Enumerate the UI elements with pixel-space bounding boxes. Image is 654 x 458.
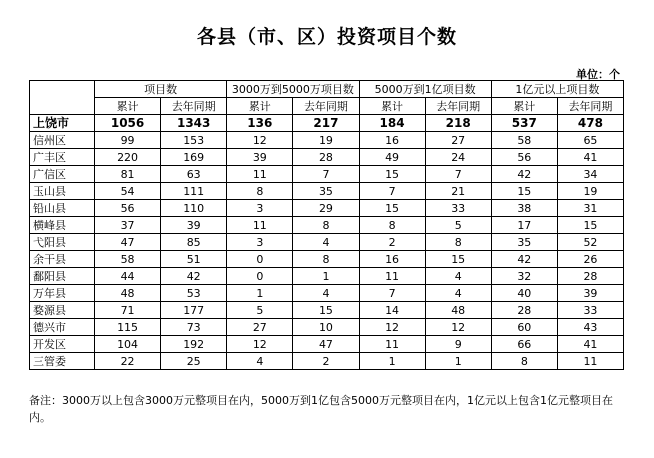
- table-cell: 85: [161, 234, 227, 251]
- table-cell: 42: [161, 268, 227, 285]
- table-cell: 0: [227, 268, 293, 285]
- table-cell: 56: [491, 149, 557, 166]
- page-title: 各县（市、区）投资项目个数: [196, 26, 457, 48]
- table-cell: 35: [491, 234, 557, 251]
- region-name: 广信区: [30, 166, 95, 183]
- table-cell: 42: [491, 166, 557, 183]
- region-name: 弋阳县: [30, 234, 95, 251]
- table-cell: 0: [227, 251, 293, 268]
- table-cell: 8: [293, 217, 359, 234]
- total-cell: 218: [425, 115, 491, 132]
- table-cell: 65: [557, 132, 623, 149]
- table-cell: 37: [95, 217, 161, 234]
- header-sub: 去年同期: [425, 98, 491, 115]
- region-name: 开发区: [30, 336, 95, 353]
- table-cell: 4: [293, 285, 359, 302]
- region-name: 鄱阳县: [30, 268, 95, 285]
- table-cell: 40: [491, 285, 557, 302]
- table-cell: 4: [425, 285, 491, 302]
- table-row: [30, 302, 624, 319]
- header-sub: 累计: [359, 98, 425, 115]
- table-row: [30, 268, 624, 285]
- table-row: [30, 149, 624, 166]
- table-cell: 3: [227, 234, 293, 251]
- table-cell: 7: [359, 285, 425, 302]
- table-cell: 16: [359, 132, 425, 149]
- table-row: [30, 285, 624, 302]
- table-cell: 4: [425, 268, 491, 285]
- table-cell: 8: [491, 353, 557, 370]
- table-cell: 52: [557, 234, 623, 251]
- table-cell: 38: [491, 200, 557, 217]
- unit-label: 单位：个: [576, 68, 620, 81]
- table-cell: 22: [95, 353, 161, 370]
- table-cell: 11: [227, 166, 293, 183]
- table-cell: 26: [557, 251, 623, 268]
- table-cell: 32: [491, 268, 557, 285]
- region-name: 广丰区: [30, 149, 95, 166]
- table-cell: 34: [557, 166, 623, 183]
- table-cell: 27: [425, 132, 491, 149]
- header-sub: 去年同期: [161, 98, 227, 115]
- table-cell: 1: [425, 353, 491, 370]
- table-cell: 111: [161, 183, 227, 200]
- table-cell: 11: [227, 217, 293, 234]
- table-cell: 21: [425, 183, 491, 200]
- table-cell: 1: [359, 353, 425, 370]
- table-cell: 5: [227, 302, 293, 319]
- total-cell: 1343: [161, 115, 227, 132]
- table-cell: 35: [293, 183, 359, 200]
- table-cell: 15: [425, 251, 491, 268]
- table-cell: 66: [491, 336, 557, 353]
- table-cell: 48: [95, 285, 161, 302]
- total-cell: 478: [557, 115, 623, 132]
- table-cell: 12: [227, 132, 293, 149]
- table-cell: 104: [95, 336, 161, 353]
- table-cell: 8: [293, 251, 359, 268]
- table-cell: 1: [293, 268, 359, 285]
- table-cell: 2: [359, 234, 425, 251]
- table-cell: 11: [557, 353, 623, 370]
- table-cell: 153: [161, 132, 227, 149]
- table-cell: 15: [359, 166, 425, 183]
- table-row: [30, 183, 624, 200]
- table-cell: 71: [95, 302, 161, 319]
- table-cell: 99: [95, 132, 161, 149]
- table-cell: 12: [227, 336, 293, 353]
- table-cell: 15: [293, 302, 359, 319]
- table-cell: 24: [425, 149, 491, 166]
- table-cell: 43: [557, 319, 623, 336]
- header-sub: 累计: [227, 98, 293, 115]
- table-cell: 15: [557, 217, 623, 234]
- table-cell: 8: [425, 234, 491, 251]
- table-cell: 28: [293, 149, 359, 166]
- table-cell: 220: [95, 149, 161, 166]
- table-cell: 11: [359, 268, 425, 285]
- table-cell: 12: [359, 319, 425, 336]
- table-cell: 28: [557, 268, 623, 285]
- table-cell: 15: [491, 183, 557, 200]
- table-cell: 58: [491, 132, 557, 149]
- header-group: 1亿元以上项目数: [491, 81, 623, 98]
- table-cell: 44: [95, 268, 161, 285]
- table-cell: 63: [161, 166, 227, 183]
- region-name: 信州区: [30, 132, 95, 149]
- total-cell: 184: [359, 115, 425, 132]
- table-cell: 14: [359, 302, 425, 319]
- footnote: 备注：3000万以上包含3000万元整项目在内，5000万到1亿包含5000万元整项目在内，1亿元以上包含1亿元整项目在内。: [29, 394, 613, 424]
- investment-table: [29, 80, 624, 370]
- region-name: 余干县: [30, 251, 95, 268]
- table-cell: 49: [359, 149, 425, 166]
- table-row: [30, 336, 624, 353]
- table-row: [30, 251, 624, 268]
- table-cell: 7: [425, 166, 491, 183]
- total-cell: 217: [293, 115, 359, 132]
- table-cell: 53: [161, 285, 227, 302]
- table-cell: 41: [557, 336, 623, 353]
- total-name: 上饶市: [30, 115, 95, 132]
- table-cell: 1: [227, 285, 293, 302]
- table-cell: 42: [491, 251, 557, 268]
- header-group: 5000万到1亿项目数: [359, 81, 491, 98]
- table-row: [30, 166, 624, 183]
- total-cell: 1056: [95, 115, 161, 132]
- table-row: [30, 217, 624, 234]
- table-cell: 4: [293, 234, 359, 251]
- header-row-groups: [30, 81, 624, 98]
- table-cell: 9: [425, 336, 491, 353]
- table-cell: 73: [161, 319, 227, 336]
- table-row: [30, 353, 624, 370]
- table-cell: 31: [557, 200, 623, 217]
- table-cell: 8: [359, 217, 425, 234]
- table-cell: 47: [95, 234, 161, 251]
- table-cell: 60: [491, 319, 557, 336]
- table-cell: 7: [359, 183, 425, 200]
- table-cell: 110: [161, 200, 227, 217]
- total-row: [30, 115, 624, 132]
- table-cell: 177: [161, 302, 227, 319]
- table-cell: 25: [161, 353, 227, 370]
- region-name: 横峰县: [30, 217, 95, 234]
- table-cell: 3: [227, 200, 293, 217]
- region-name: 万年县: [30, 285, 95, 302]
- table-cell: 19: [293, 132, 359, 149]
- total-cell: 136: [227, 115, 293, 132]
- table-cell: 4: [227, 353, 293, 370]
- table-cell: 8: [227, 183, 293, 200]
- table-cell: 28: [491, 302, 557, 319]
- header-sub: 去年同期: [293, 98, 359, 115]
- table-cell: 19: [557, 183, 623, 200]
- table-cell: 54: [95, 183, 161, 200]
- table-cell: 39: [557, 285, 623, 302]
- table-cell: 7: [293, 166, 359, 183]
- header-sub: 去年同期: [557, 98, 623, 115]
- table-row: [30, 200, 624, 217]
- region-name: 德兴市: [30, 319, 95, 336]
- table-cell: 58: [95, 251, 161, 268]
- header-group: 3000万到5000万项目数: [227, 81, 359, 98]
- header-sub: 累计: [491, 98, 557, 115]
- header-corner: [30, 81, 95, 115]
- table-cell: 41: [557, 149, 623, 166]
- table-cell: 5: [425, 217, 491, 234]
- table-cell: 15: [359, 200, 425, 217]
- table-cell: 27: [227, 319, 293, 336]
- table-cell: 56: [95, 200, 161, 217]
- table-cell: 39: [161, 217, 227, 234]
- table-cell: 33: [425, 200, 491, 217]
- table-cell: 29: [293, 200, 359, 217]
- table-cell: 115: [95, 319, 161, 336]
- region-name: 铅山县: [30, 200, 95, 217]
- table-row: [30, 234, 624, 251]
- table-cell: 169: [161, 149, 227, 166]
- table-cell: 33: [557, 302, 623, 319]
- total-cell: 537: [491, 115, 557, 132]
- header-group: 项目数: [95, 81, 227, 98]
- table-cell: 47: [293, 336, 359, 353]
- table-cell: 17: [491, 217, 557, 234]
- table-cell: 81: [95, 166, 161, 183]
- header-row-sub: [30, 98, 624, 115]
- region-name: 三管委: [30, 353, 95, 370]
- table-cell: 2: [293, 353, 359, 370]
- table-row: [30, 132, 624, 149]
- table-cell: 39: [227, 149, 293, 166]
- table-row: [30, 319, 624, 336]
- table-cell: 11: [359, 336, 425, 353]
- table-cell: 51: [161, 251, 227, 268]
- table-cell: 48: [425, 302, 491, 319]
- table-cell: 192: [161, 336, 227, 353]
- table-cell: 12: [425, 319, 491, 336]
- region-name: 玉山县: [30, 183, 95, 200]
- table-cell: 10: [293, 319, 359, 336]
- table-cell: 16: [359, 251, 425, 268]
- header-sub: 累计: [95, 98, 161, 115]
- region-name: 婺源县: [30, 302, 95, 319]
